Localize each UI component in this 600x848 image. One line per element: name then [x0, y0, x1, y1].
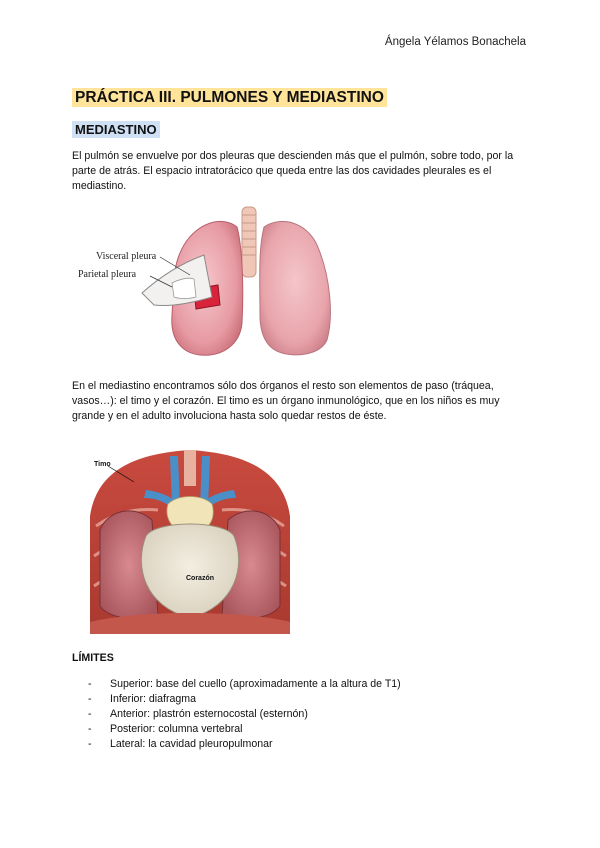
section-heading: MEDIASTINO	[72, 121, 160, 138]
list-item	[88, 722, 401, 737]
paragraph-mediastino: En el mediastino encontramos sólo dos órganos el resto son elementos de paso (tráquea, vasos…): el timo y el corazón. El timo es un órgano inmunológico, que en los niños es muy grande y en el adulto involuciona hasta solo quedar restos de éste.	[72, 380, 500, 422]
lungs-pleura-illustration	[72, 205, 342, 367]
bullet-dash: -	[88, 738, 92, 750]
label-parietal-pleura: Parietal pleura	[78, 269, 137, 280]
limit-inferior: Inferior: diafragma	[110, 693, 196, 705]
list-item	[88, 692, 401, 707]
bullet-dash: -	[88, 723, 92, 735]
limit-lateral: Lateral: la cavidad pleuropulmonar	[110, 738, 273, 750]
label-timo: Timo	[94, 461, 111, 468]
bullet-dash: -	[88, 678, 92, 690]
limits-list	[88, 677, 401, 752]
list-item	[88, 677, 401, 692]
paragraph-pleura: El pulmón se envuelve por dos pleuras que descienden más que el pulmón, sobre todo, por la parte de atrás. El espacio intratorácico que queda entre las dos cavidades pleurales es el mediastino.	[72, 150, 514, 192]
bullet-dash: -	[88, 693, 92, 705]
mediastinum-illustration	[86, 446, 294, 634]
label-visceral-pleura: Visceral pleura	[96, 251, 157, 262]
page-title: PRÁCTICA III. PULMONES Y MEDIASTINO	[72, 88, 387, 107]
list-item	[88, 737, 401, 752]
limit-superior: Superior: base del cuello (aproximadamente a la altura de T1)	[110, 678, 401, 690]
limit-posterior: Posterior: columna vertebral	[110, 723, 243, 735]
list-item	[88, 707, 401, 722]
bullet-dash: -	[88, 708, 92, 720]
label-corazon: Corazón	[186, 575, 214, 582]
author-name: Ángela Yélamos Bonachela	[384, 36, 526, 48]
limits-heading: LÍMITES	[72, 652, 114, 664]
limit-anterior: Anterior: plastrón esternocostal (esternón)	[110, 708, 308, 720]
